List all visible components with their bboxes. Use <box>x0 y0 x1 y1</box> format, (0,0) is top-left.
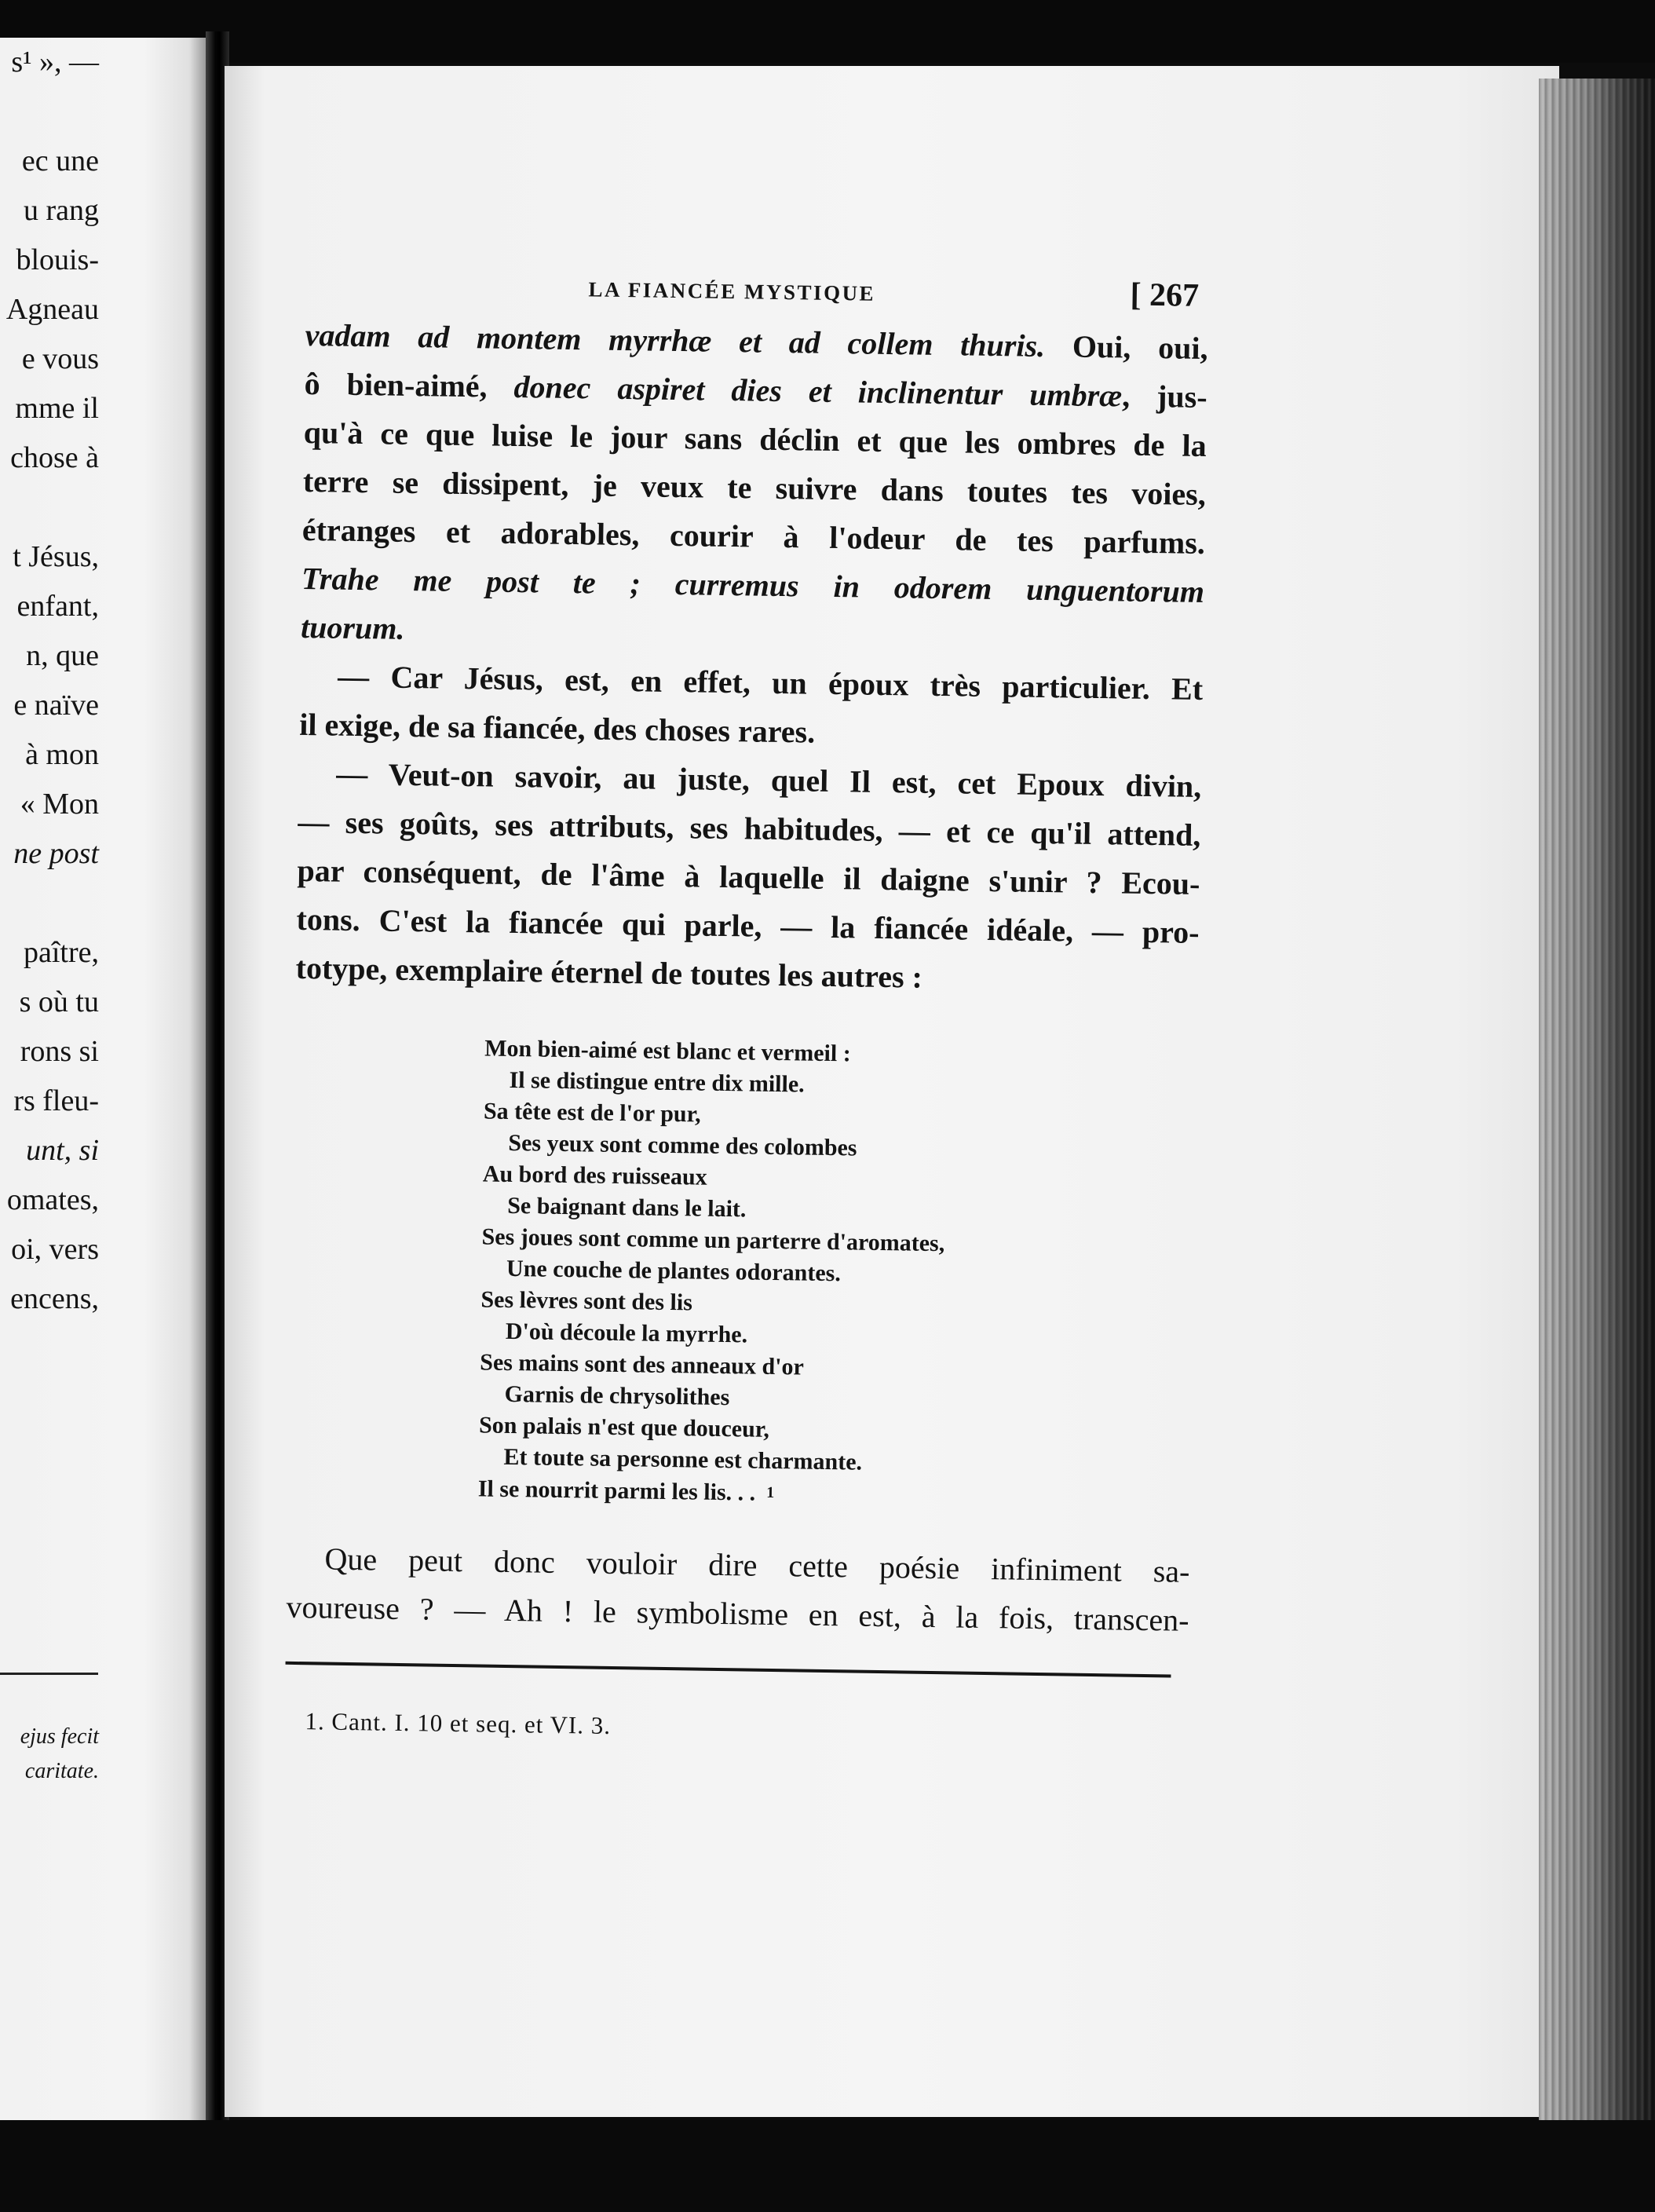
left-page-line <box>6 87 99 137</box>
left-page-line: s¹ », — <box>11 46 99 79</box>
paragraph <box>299 652 1204 762</box>
text-segment: ô bien-aimé, <box>304 365 514 404</box>
left-page-line: rons si <box>20 1035 99 1068</box>
left-footnote-rule <box>0 1673 98 1675</box>
verse-text: Et toute sa personne est charmante. <box>503 1443 863 1475</box>
left-page-line: chose à <box>10 441 99 474</box>
left-page-line: ec une <box>21 144 99 177</box>
verse-text: Garnis de chrysolithes <box>504 1380 730 1411</box>
verse-text: Au bord des ruisseaux <box>482 1161 707 1190</box>
verse-text: Se baignant dans le lait. <box>506 1192 747 1223</box>
latin-quote: tuorum. <box>300 609 405 646</box>
verse-text: Sa tête est de l'or pur, <box>483 1098 701 1128</box>
page-number: [ 267 <box>1130 276 1200 314</box>
verse-text: Mon bien-aimé est blanc et vermeil : <box>484 1035 851 1067</box>
text-segment: étranges et adorables, courir à l'odeur de tes parfums. <box>301 511 1206 561</box>
text-segment: terre se dissipent, je veux te suivre dans toutes tes voies, <box>302 463 1207 513</box>
latin-quote: donec aspiret dies et inclinentur umbræ <box>513 368 1123 414</box>
latin-quote: Trahe me post te ; curremus in odorem unguentorum <box>301 560 1205 610</box>
text-segment: Oui, oui, <box>1044 327 1208 367</box>
left-page-line: omates, <box>6 1183 99 1216</box>
left-page-line: t Jésus, <box>13 540 99 573</box>
verse-text: Ses yeux sont comme des colombes <box>508 1129 857 1161</box>
closing-paragraph <box>286 1534 1190 1645</box>
left-page-line: e naïve <box>13 689 99 722</box>
paragraph <box>295 749 1201 1006</box>
text-line: voureuse ? — Ah ! le symbolisme en est, à la fois, transcen- <box>286 1589 1189 1638</box>
scan-bottom-shadow <box>0 2120 1655 2212</box>
left-page-line: Agneau <box>5 293 99 326</box>
verse-text: Il se nourrit parmi les lis. . . <box>477 1475 756 1506</box>
verse-text: Ses lèvres sont des lis <box>480 1286 693 1316</box>
running-title: LA FIANCÉE MYSTIQUE <box>588 277 876 305</box>
text-segment: totype, exemplaire éternel de toutes les autres : <box>295 949 923 995</box>
left-page-line: e vous <box>21 342 99 375</box>
verse-text: Son palais n'est que douceur, <box>478 1412 770 1442</box>
page-fore-edge <box>1539 79 1655 2120</box>
left-page-line: ne post <box>13 837 99 870</box>
verse-text: Ses joues sont comme un parterre d'aromates, <box>481 1223 945 1257</box>
verse-text: Une couche de plantes odorantes. <box>506 1255 842 1287</box>
text-segment: il exige, de sa fiancée, des choses rares. <box>298 706 816 750</box>
text-segment: — Car Jésus, est, en effet, un époux très particulier. Et <box>337 658 1204 707</box>
text-line: Que peut donc vouloir dire cette poésie infiniment sa- <box>324 1541 1190 1589</box>
body-paragraphs <box>295 311 1208 1006</box>
left-page-line: n, que <box>26 639 99 672</box>
verse-text: D'où découle la myrrhe. <box>505 1318 748 1348</box>
text-segment: , jus- <box>1121 378 1207 415</box>
left-page-line: blouis- <box>16 243 99 276</box>
verse-block <box>478 1033 1198 1514</box>
scan-top-shadow <box>0 0 1655 63</box>
text-segment: tons. C'est la fiancée qui parle, — la fiancée idéale, — pro- <box>296 901 1200 950</box>
left-page-line: oi, vers <box>11 1233 99 1266</box>
left-page-line: « Mon <box>20 788 99 821</box>
left-page-text <box>6 38 99 1324</box>
text-segment: par conséquent, de l'âme à laquelle il daigne s'unir ? Ecou- <box>297 852 1200 901</box>
left-page-line: mme il <box>15 392 99 425</box>
left-page-footnotes <box>20 1720 99 1789</box>
left-page-line: encens, <box>10 1282 99 1315</box>
left-page-line: à mon <box>25 738 99 771</box>
left-page-line: s où tu <box>19 985 99 1018</box>
left-page-line <box>6 483 99 532</box>
left-page <box>0 38 206 2142</box>
footnote-rule <box>286 1662 1171 1678</box>
left-footnote-line: caritate. <box>24 1759 99 1783</box>
left-page-line: unt, si <box>26 1134 99 1167</box>
latin-quote: vadam ad montem myrrhæ et ad collem thuris. <box>305 316 1046 364</box>
paragraph <box>301 311 1208 665</box>
left-footnote-line: ejus fecit <box>20 1724 99 1749</box>
left-page-line <box>6 879 99 928</box>
left-page-line: enfant, <box>16 590 99 623</box>
verse-text: Il se distingue entre dix mille. <box>509 1066 805 1098</box>
verse-text: Ses mains sont des anneaux d'or <box>480 1349 805 1380</box>
footnote: 1. Cant. I. 10 et seq. et VI. 3. <box>305 1707 612 1739</box>
text-segment: — ses goûts, ses attributs, ses habitudes, — et ce qu'il attend, <box>298 803 1201 853</box>
right-page-content <box>284 264 1209 1749</box>
left-page-line: paître, <box>23 936 99 969</box>
left-page-line: u rang <box>23 194 99 227</box>
footnote-marker: 1 <box>766 1483 775 1502</box>
text-segment: — Veut-on savoir, au juste, quel Il est, cet Epoux divin, <box>336 755 1202 804</box>
text-segment: qu'à ce que luise le jour sans déclin et que les ombres de la <box>303 414 1207 464</box>
left-page-line: rs fleu- <box>13 1084 99 1117</box>
